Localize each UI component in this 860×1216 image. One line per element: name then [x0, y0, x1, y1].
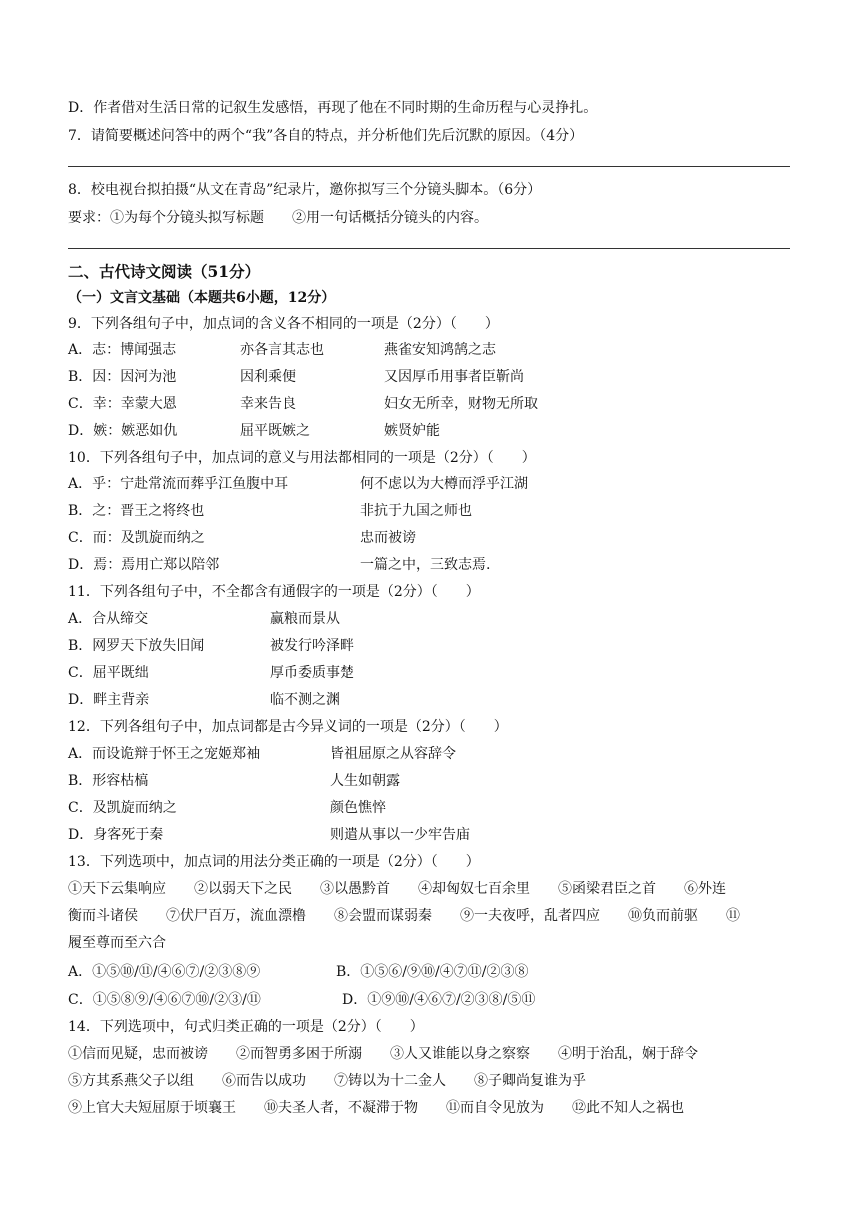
q12-a-1: A．而设诡辩于怀王之宠姬郑袖 [68, 746, 261, 762]
q14-line-1: ①信而见疑，忠而被谤 ②而智勇多困于所溺 ③人又谁能以身之察察 ④明于治乱，娴于辞令 [68, 1046, 698, 1062]
q12-a-2: 皆祖屈原之从容辞令 [330, 746, 456, 762]
q13-items-line-2: 衡而斗诸侯 ⑦伏尸百万，流血漂橹 ⑧会盟而谋弱秦 ⑨一夫夜呼，乱者四应 ⑩负而前驱 ⑪ [68, 908, 740, 924]
q9-b-3: 又因厚币用事者臣靳尚 [384, 369, 524, 385]
q10-b-1: B．之：晋王之将终也 [68, 503, 205, 519]
q11-d-1: D．畔主背亲 [68, 692, 150, 708]
q9-a-2: 亦各言其志也 [240, 342, 324, 358]
question-13: 13．下列选项中，加点词的用法分类正确的一项是（2分）（ ） [68, 854, 480, 870]
q9-d-2: 屈平既嫉之 [240, 423, 310, 439]
q13-choice-a: A．①⑤⑩/⑪/④⑥⑦/②③⑧⑨ [68, 964, 261, 980]
q11-c-2: 厚币委质事楚 [270, 665, 354, 681]
q12-d-1: D．身客死于秦 [68, 827, 164, 843]
question-12: 12．下列各组句子中，加点词都是古今异义词的一项是（2分）（ ） [68, 719, 508, 735]
question-14: 14．下列选项中，句式归类正确的一项是（2分）（ ） [68, 1019, 424, 1035]
section-2-subtitle: （一）文言文基础（本题共6小题，12分） [68, 290, 336, 306]
question-8-requirement: 要求：①为每个分镜头拟写标题 ②用一句话概括分镜头的内容。 [68, 210, 488, 226]
q13-items-line-1: ①天下云集响应 ②以弱天下之民 ③以愚黔首 ④却匈奴七百余里 ⑤函梁君臣之首 ⑥外连 [68, 881, 726, 897]
q9-a-3: 燕雀安知鸿鹄之志 [384, 342, 496, 358]
q9-b-2: 因利乘便 [240, 369, 296, 385]
q11-b-1: B．网罗天下放失旧闻 [68, 638, 205, 654]
q13-items-line-3: 履至尊而至六合 [68, 935, 166, 951]
q10-a-1: A．乎：宁赴常流而葬乎江鱼腹中耳 [68, 476, 289, 492]
q9-a-1: A．志：博闻强志 [68, 342, 177, 358]
answer-line-q8 [68, 248, 790, 249]
q10-b-2: 非抗于九国之师也 [360, 503, 472, 519]
q10-c-2: 忠而被谤 [360, 530, 416, 546]
q9-d-1: D．嫉：嫉恶如仇 [68, 423, 178, 439]
section-2-title: 二、古代诗文阅读（51分） [68, 262, 261, 281]
q13-choice-b: B．①⑤⑥/⑨⑩/④⑦⑪/②③⑧ [336, 964, 529, 980]
question-7: 7．请简要概述问答中的两个“我”各自的特点，并分析他们先后沉默的原因。（4分） [68, 128, 584, 144]
q14-line-3: ⑨上官大夫短屈原于顷襄王 ⑩夫圣人者，不凝滞于物 ⑪而自令见放为 ⑫此不知人之祸也 [68, 1100, 684, 1116]
q10-a-2: 何不虑以为大樽而浮乎江湖 [360, 476, 528, 492]
q9-c-1: C．幸：幸蒙大恩 [68, 396, 177, 412]
q10-d-1: D．焉：焉用亡郑以陪邻 [68, 557, 220, 573]
q12-d-2: 则遣从事以一少牢告庙 [330, 827, 470, 843]
q12-b-1: B．形容枯槁 [68, 773, 149, 789]
q6-option-d: D．作者借对生活日常的记叙生发感悟，再现了他在不同时期的生命历程与心灵挣扎。 [68, 100, 598, 116]
q9-c-3: 妇女无所幸，财物无所取 [384, 396, 538, 412]
question-8: 8．校电视台拟拍摄“从文在青岛”纪录片，邀你拟写三个分镜头脚本。（6分） [68, 182, 542, 198]
q12-c-1: C．及凯旋而纳之 [68, 800, 177, 816]
q14-line-2: ⑤方其系燕父子以组 ⑥而告以成功 ⑦铸以为十二金人 ⑧子卿尚复谁为乎 [68, 1073, 586, 1089]
question-10: 10．下列各组句子中，加点词的意义与用法都相同的一项是（2分）（ ） [68, 450, 536, 466]
q12-c-2: 颜色憔悴 [330, 800, 386, 816]
q11-a-1: A．合从缔交 [68, 611, 149, 627]
answer-line-q7 [68, 166, 790, 167]
q11-c-1: C．屈平既绌 [68, 665, 149, 681]
question-9: 9．下列各组句子中，加点词的含义各不相同的一项是（2分）（ ） [68, 316, 499, 332]
q9-b-1: B．因：因河为池 [68, 369, 177, 385]
q10-d-2: 一篇之中，三致志焉. [360, 557, 491, 573]
q12-b-2: 人生如朝露 [330, 773, 400, 789]
q11-b-2: 被发行吟泽畔 [270, 638, 354, 654]
q9-c-2: 幸来告良 [240, 396, 296, 412]
q13-choice-d: D．①⑨⑩/④⑥⑦/②③⑧/⑤⑪ [342, 992, 536, 1008]
q11-d-2: 临不测之渊 [270, 692, 340, 708]
q9-d-3: 嫉贤妒能 [384, 423, 440, 439]
question-11: 11．下列各组句子中，不全都含有通假字的一项是（2分）（ ） [68, 584, 480, 600]
q13-choice-c: C．①⑤⑧⑨/④⑥⑦⑩/②③/⑪ [68, 992, 261, 1008]
q11-a-2: 赢粮而景从 [270, 611, 340, 627]
q10-c-1: C．而：及凯旋而纳之 [68, 530, 205, 546]
